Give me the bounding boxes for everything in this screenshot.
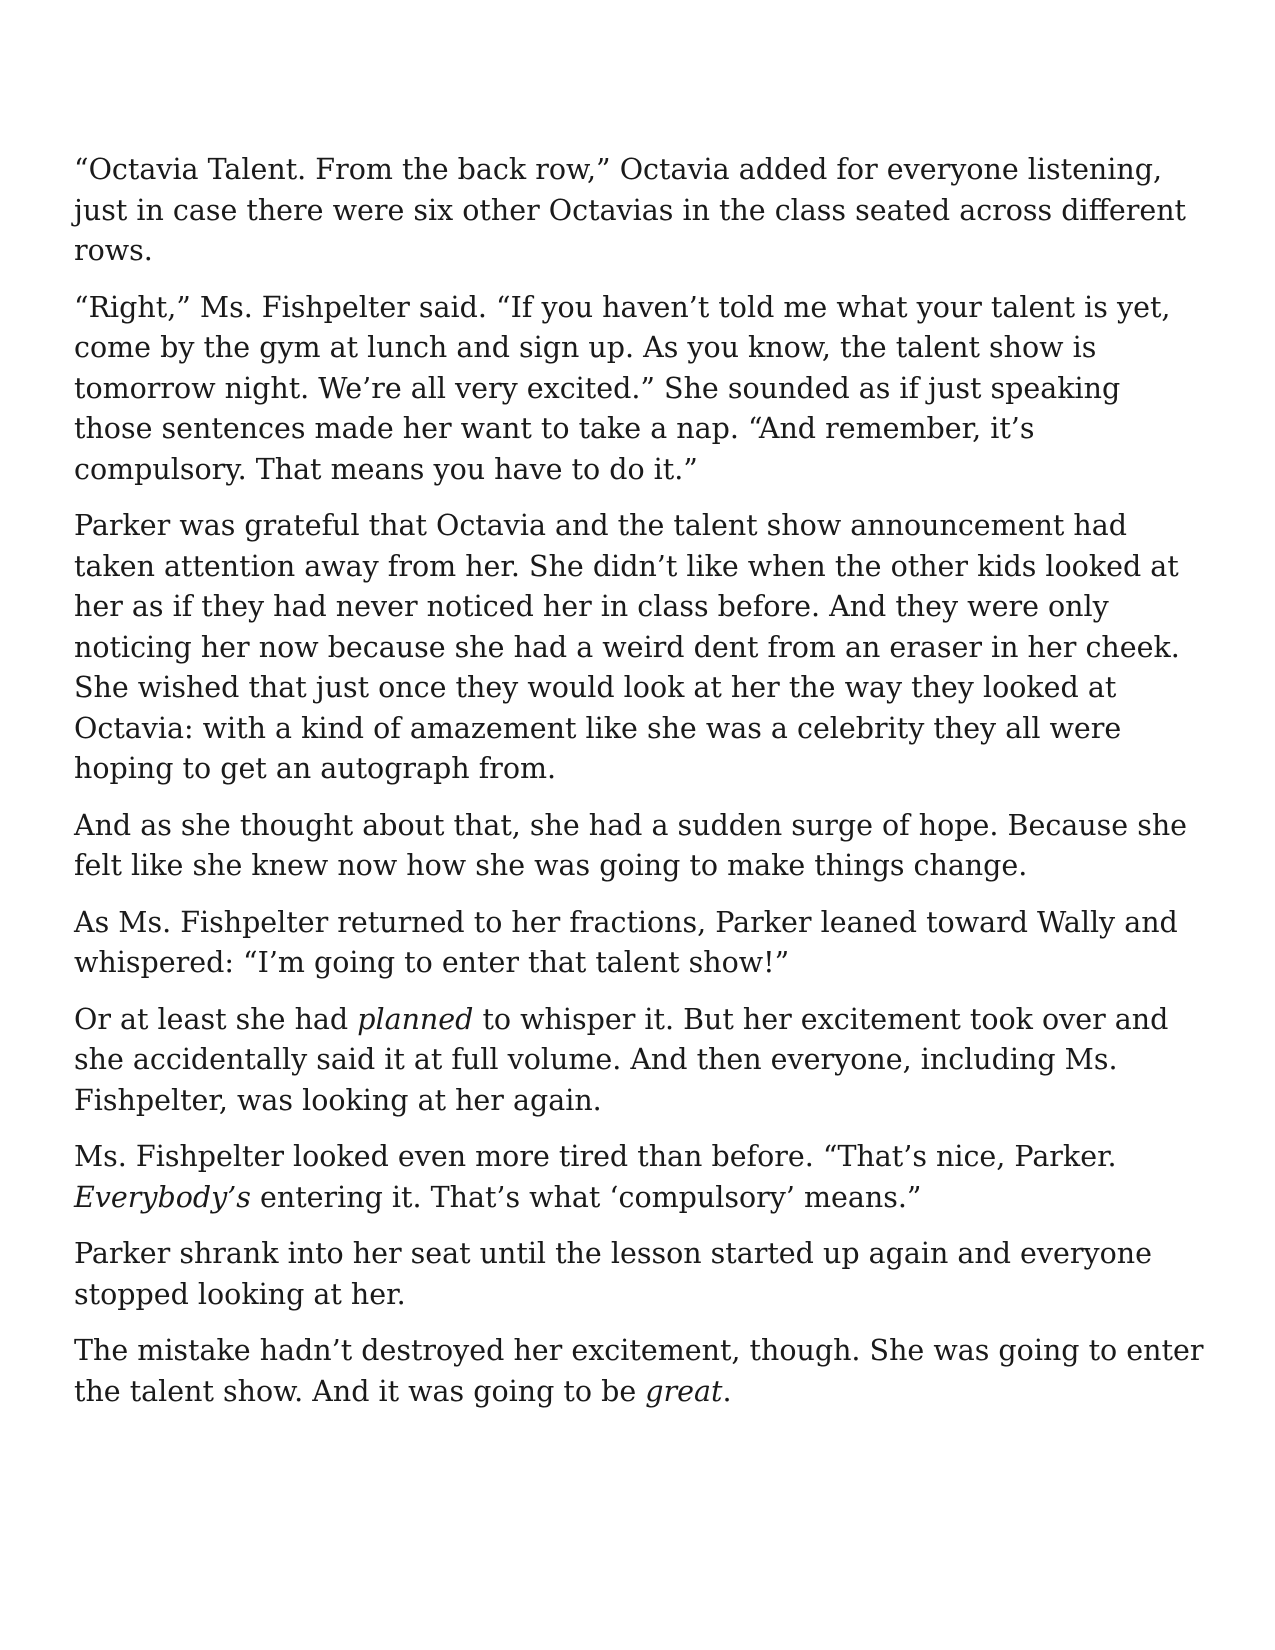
paragraph-text: Or at least she had [74,1002,358,1036]
paragraph-text: The mistake hadn’t destroyed her excitement, though. She was going to enter the talent show. And it was going to be [74,1334,1204,1408]
paragraph-text: Parker was grateful that Octavia and the talent show announcement had taken attention away from her. She didn’t like when the other kids looked at her as if they had never noticed her in class before. And they were only noticing her now because she had a weird dent from an eraser in her cheek. She wished that just once they would look at her the way they looked at Octavia: with a kind of amazement like she was a celebrity they all were hoping to get an autograph from. [74,509,1180,785]
paragraph-text: . [722,1374,732,1408]
emphasis-text: great [645,1374,723,1408]
paragraph-text: to whisper it. But her excitement took over and she accidentally said it at full volume. And then everyone, including Ms. Fishpelter, was looking at her again. [74,1002,1169,1117]
paragraph-4 [74,806,1204,887]
paragraph-text: “Octavia Talent. From the back row,” Octavia added for everyone listening, just in case there were six other Octavias in the class seated across different rows. [74,153,1187,267]
paragraph-text: And as she thought about that, she had a sudden surge of hope. Because she felt like she knew now how she was going to make things change. [74,808,1188,882]
paragraph-text: entering it. That’s what ‘compulsory’ means.” [250,1180,922,1214]
paragraph-7 [74,1137,1204,1218]
paragraph-6 [74,1000,1204,1122]
paragraph-text: Ms. Fishpelter looked even more tired than before. “That’s nice, Parker. [74,1140,1117,1173]
paragraph-5 [74,903,1204,984]
paragraph-8 [74,1234,1204,1315]
page-body [74,150,1204,1428]
paragraph-3 [74,506,1204,790]
paragraph-text: As Ms. Fishpelter returned to her fractions, Parker leaned toward Wally and whispered: “I’m going to enter that talent show!” [74,905,1178,979]
emphasis-text: Everybody’s [74,1180,251,1214]
paragraph-9 [74,1331,1204,1412]
paragraph-text: “Right,” Ms. Fishpelter said. “If you haven’t told me what your talent is yet, come by the gym at lunch and sign up. As you know, the talent show is tomorrow night. We’re all very excited.” She sounded as if just speaking those sentences made her want to take a nap. “And remember, it’s compulsory. That means you have to do it.” [74,290,1171,486]
paragraph-2 [74,288,1204,491]
emphasis-text: planned [357,1002,474,1036]
paragraph-1 [74,150,1204,272]
paragraph-text: Parker shrank into her seat until the lesson started up again and everyone stopped looking at her. [74,1237,1152,1311]
